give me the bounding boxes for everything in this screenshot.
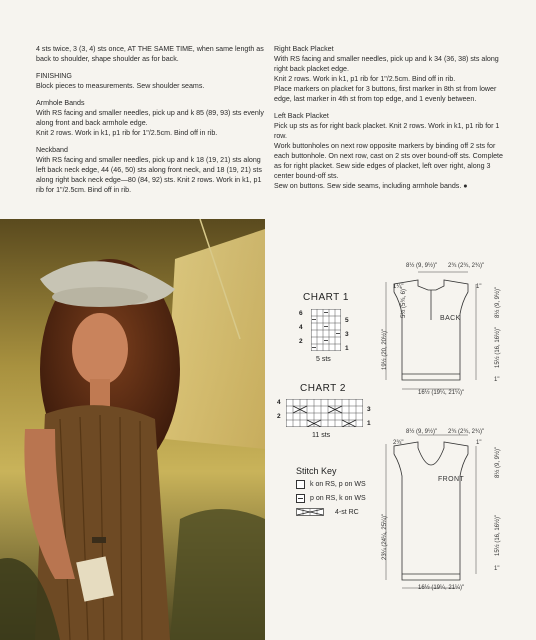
chart2-row-3: 3	[367, 406, 371, 413]
right-text-column	[274, 44, 506, 191]
chart2-row-1: 1	[367, 420, 371, 427]
model-photo	[0, 219, 265, 640]
back-shoulder-drop: 1"	[476, 284, 482, 290]
back-schematic	[376, 262, 506, 402]
chart2-grid	[286, 399, 363, 427]
right-back-placket-text-3: Place markers on placket for 3 buttons, first marker in 8th st from lower edge, last marker in 4th st from top edge, and 1 evenly between.	[274, 85, 497, 103]
end-mark: ●	[463, 182, 468, 190]
chart2-row-4: 4	[277, 399, 281, 406]
chart1-stitch-count: 5 sts	[316, 356, 331, 363]
back-neck-drop: 1¼"	[393, 284, 404, 290]
chart2-row-2: 2	[277, 413, 281, 420]
chart1-row-4: 4	[299, 324, 303, 331]
back-label: BACK	[440, 315, 461, 322]
left-back-placket-text-2: Work buttonholes on next row opposite markers by binding off 2 sts for each buttonhole. On next row, cast on 2 sts over bound-off sts. Complete as for right placket. Sew side edges of placket, left over right, along 3 center bound-off sts.	[274, 142, 503, 180]
front-side-length: 15½ (16, 16½)"	[495, 514, 501, 556]
back-bottom-width: 16½ (19¼, 21¼)"	[418, 390, 465, 396]
key-item-cable	[296, 508, 359, 516]
front-shoulder-drop: 1"	[476, 440, 482, 446]
chart1-row-6: 6	[299, 310, 303, 317]
cable-symbol-icon	[296, 508, 324, 516]
left-back-placket-text-3	[274, 181, 506, 191]
finishing-heading: FINISHING	[36, 72, 72, 80]
chart1-grid	[311, 309, 341, 351]
stitch-key-title: Stitch Key	[296, 466, 337, 476]
chart1-row-3: 3	[345, 331, 349, 338]
armhole-bands-text-1: With RS facing and smaller needles, pick up and k 85 (89, 93) sts evenly along front and back armhole edge.	[36, 109, 264, 127]
key-item-purl-label: p on RS, k on WS	[310, 495, 366, 502]
armhole-bands-text-2: Knit 2 rows. Work in k1, p1 rib for 1"/2.5cm. Bind off in rib.	[36, 129, 218, 137]
left-text-column	[36, 44, 268, 195]
front-schematic	[376, 430, 506, 595]
intro-paragraph: 4 sts twice, 3 (3, 4) sts once, AT THE SAME TIME, when same length as back to shoulder, shape shoulder as for back.	[36, 45, 264, 63]
back-top-width: 8½ (9, 9½)"	[406, 263, 438, 269]
front-armhole-right: 8½ (9, 9½)"	[495, 446, 501, 478]
front-bottom-width: 16½ (19¼, 21¼)"	[418, 585, 465, 591]
front-top-width: 8½ (9, 9½)"	[406, 429, 438, 435]
sew-on-buttons-text: Sew on buttons. Sew side seams, including armhole bands.	[274, 182, 462, 190]
chart2-title: CHART 2	[300, 383, 346, 394]
finishing-text: Block pieces to measurements. Sew shoulder seams.	[36, 82, 205, 90]
front-hem: 1"	[494, 566, 500, 572]
chart1-row-5: 5	[345, 317, 349, 324]
right-back-placket-text-1: With RS facing and smaller needles, pick up and k 34 (36, 38) sts along right back placket edge.	[274, 55, 499, 73]
left-back-placket-heading: Left Back Placket	[274, 112, 329, 120]
model-photo-illustration	[0, 219, 265, 640]
front-label: FRONT	[438, 476, 465, 483]
front-shoulder-width: 2¾ (2¾, 2¾)"	[448, 429, 485, 435]
knit-symbol-icon	[296, 480, 305, 489]
right-back-placket-text-2: Knit 2 rows. Work in k1, p1 rib for 1"/2.5cm. Bind off in rib.	[274, 75, 456, 83]
key-item-cable-label: 4-st RC	[335, 508, 359, 516]
back-shoulder-width: 2¾ (2¾, 2¾)"	[448, 263, 485, 269]
chart2-stitch-count: 11 sts	[312, 432, 331, 439]
key-item-purl	[296, 494, 366, 503]
back-side-length: 15½ (16, 16½)"	[495, 326, 501, 368]
left-back-placket-text-1: Pick up sts as for right back placket. Knit 2 rows. Work in k1, p1 rib for 1 row.	[274, 122, 500, 140]
back-hem: 1"	[494, 377, 500, 383]
armhole-bands-heading: Armhole Bands	[36, 99, 85, 107]
chart1-title: CHART 1	[303, 292, 349, 303]
back-armhole-depth: 5½ (5¾, 6)"	[401, 286, 407, 318]
key-item-knit-label: k on RS, p on WS	[310, 481, 366, 488]
key-item-knit	[296, 480, 366, 489]
chart1-row-1: 1	[345, 345, 349, 352]
back-length: 19½ (20, 20½)"	[382, 328, 388, 370]
purl-symbol-icon	[296, 494, 305, 503]
back-armhole-right: 8½ (9, 9½)"	[495, 286, 501, 318]
chart1-row-2: 2	[299, 338, 303, 345]
right-back-placket-heading: Right Back Placket	[274, 45, 334, 53]
neckband-text: With RS facing and smaller needles, pick up and k 18 (19, 21) sts along left back neck edge, 44 (46, 50) sts along front neck, and 18 (19, 21) sts along right back neck edge—80 (84, 92) sts. Knit 2 rows. Work in k1, p1 rib for 1"/2.5cm. Bind off in rib.	[36, 156, 262, 194]
front-neck-drop: 2¾"	[393, 440, 404, 446]
neckband-heading: Neckband	[36, 146, 68, 154]
front-length: 23¼ (24¼, 25¼)"	[382, 513, 388, 560]
